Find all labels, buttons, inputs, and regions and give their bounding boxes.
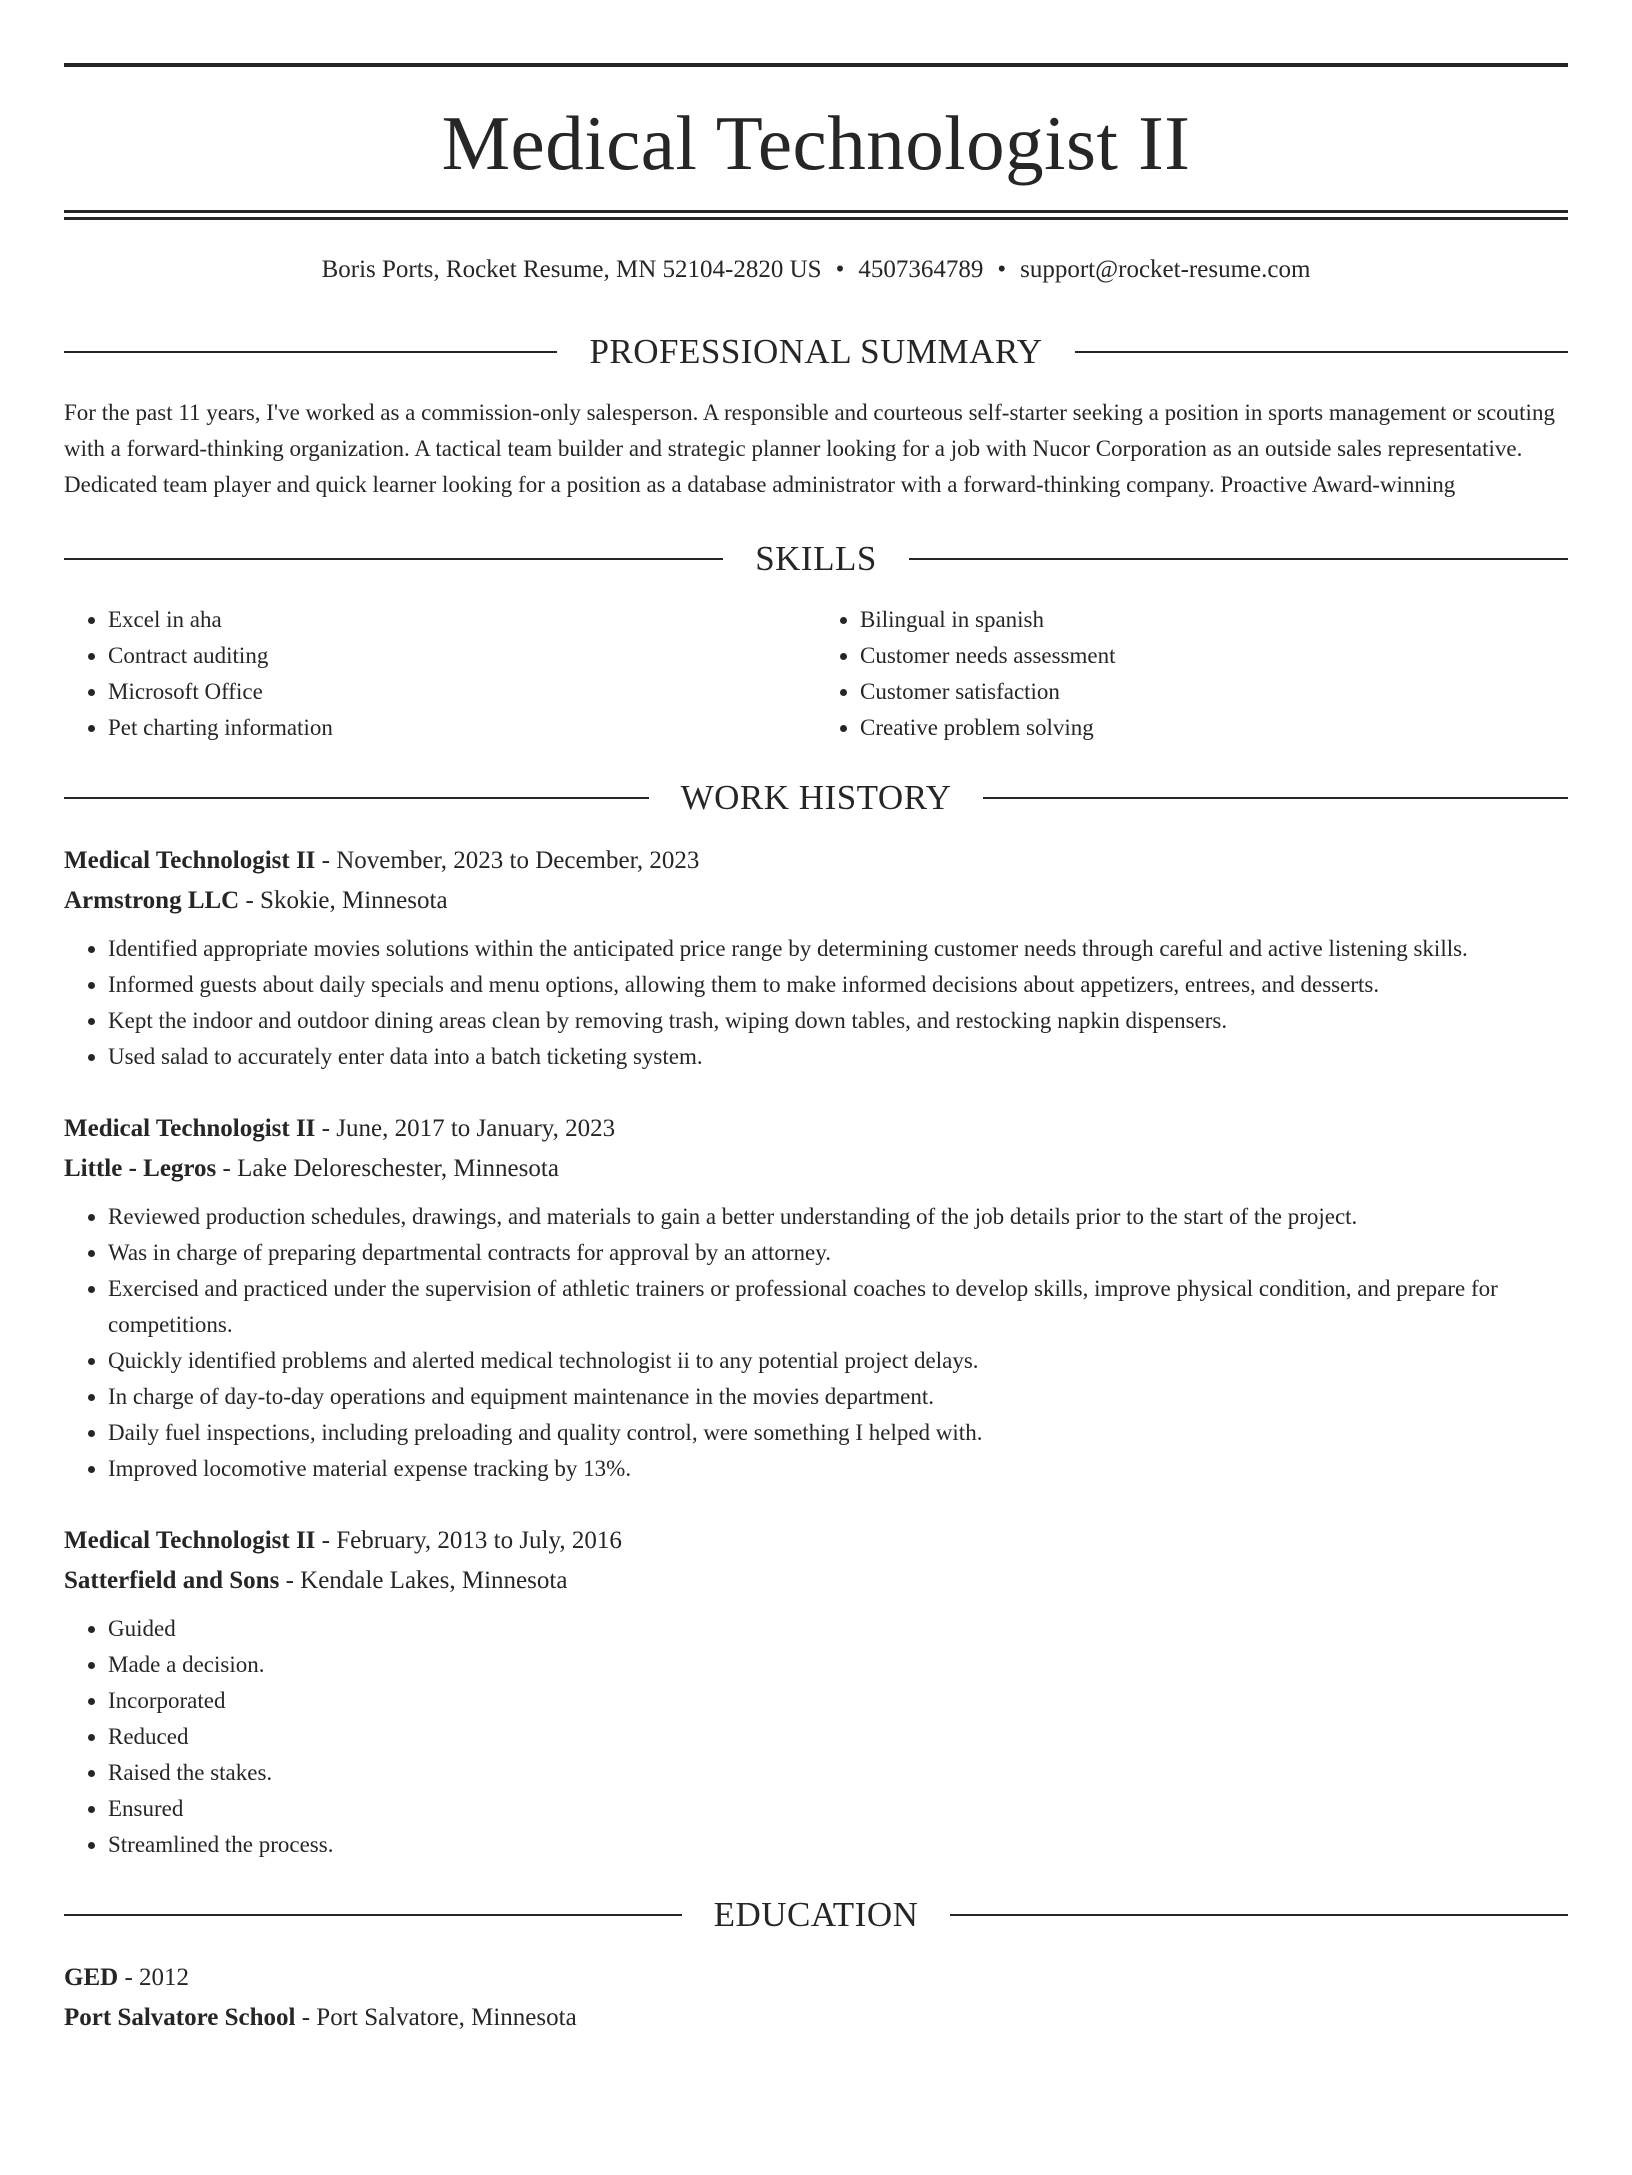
job-bullet: • Guided: [108, 1611, 1568, 1647]
section-title: SKILLS: [755, 539, 877, 578]
education-year: - 2012: [118, 1964, 190, 1991]
job-bullets: [64, 1611, 1568, 1863]
heading-rule: [64, 351, 557, 353]
education-location: - Port Salvatore, Minnesota: [295, 2004, 577, 2031]
job-entry: [64, 841, 1568, 1075]
job-dates: - February, 2013 to July, 2016: [315, 1527, 622, 1554]
job-bullets: [64, 1199, 1568, 1487]
section-heading-education: [64, 1897, 1568, 1932]
job-title-line: [64, 1521, 1568, 1561]
job-bullet: • Incorporated: [108, 1683, 1568, 1719]
section-heading-work: [64, 780, 1568, 815]
skill-item: • Customer needs assessment: [860, 638, 1568, 674]
job-bullet: • Informed guests about daily specials and menu options, allowing them to make informed decisions about appetizers, entrees, and desserts.: [108, 967, 1568, 1003]
summary-text: For the past 11 years, I've worked as a commission-only salesperson. A responsible and courteous self-starter seeking a position in sports management or scouting with a forward-thinking organization. A tactical team builder and strategic planner looking for a job with Nucor Corporation as an outside sales representative. Dedicated team player and quick learner looking for a position as a database administrator with a forward-thinking company. Proactive Award-winning: [64, 400, 1555, 497]
job-bullet: • Reviewed production schedules, drawings, and materials to gain a better understanding of the job details prior to the start of the project.: [108, 1199, 1568, 1235]
top-rule: [64, 63, 1568, 67]
section-title: PROFESSIONAL SUMMARY: [589, 332, 1043, 371]
education-degree-line: [64, 1958, 1568, 1998]
job-bullet: • Quickly identified problems and alerted medical technologist ii to any potential project delays.: [108, 1343, 1568, 1379]
job-location: - Skokie, Minnesota: [239, 887, 448, 914]
skill-item: • Contract auditing: [108, 638, 816, 674]
skill-item: • Customer satisfaction: [860, 674, 1568, 710]
job-entry: [64, 1109, 1568, 1487]
job-bullet: • Used salad to accurately enter data into a batch ticketing system.: [108, 1039, 1568, 1075]
section-title: EDUCATION: [713, 1895, 919, 1934]
skill-item: • Bilingual in spanish: [860, 602, 1568, 638]
job-bullet: • In charge of day-to-day operations and equipment maintenance in the movies department.: [108, 1379, 1568, 1415]
heading-rule: [1075, 351, 1568, 353]
job-bullet: • Made a decision.: [108, 1647, 1568, 1683]
contact-line: [64, 256, 1568, 284]
skills-list-right: [816, 602, 1568, 746]
candidate-name: Medical Technologist II: [441, 100, 1191, 186]
heading-rule: [909, 558, 1568, 560]
job-entry: [64, 1521, 1568, 1863]
education-school: Port Salvatore School: [64, 2004, 296, 2031]
contact-email: support@rocket-resume.com: [1020, 256, 1311, 283]
contact-address: Boris Ports, Rocket Resume, MN 52104-2820 US: [321, 256, 822, 283]
skills-columns: [64, 602, 1568, 746]
section-heading-skills: [64, 541, 1568, 576]
heading-rule: [983, 797, 1568, 799]
education-entry: [64, 1958, 1568, 2038]
job-company: Little - Legros: [64, 1155, 217, 1182]
job-company-line: [64, 1561, 1568, 1601]
heading-rule: [64, 797, 649, 799]
job-bullet: • Identified appropriate movies solutions within the anticipated price range by determining customer needs through careful and active listening skills.: [108, 931, 1568, 967]
job-company-line: [64, 1149, 1568, 1189]
job-bullets: [64, 931, 1568, 1075]
heading-rule: [950, 1914, 1568, 1916]
contact-phone: 4507364789: [858, 256, 984, 283]
skill-item: • Microsoft Office: [108, 674, 816, 710]
job-title: Medical Technologist II: [64, 847, 316, 874]
job-location: - Kendale Lakes, Minnesota: [279, 1567, 568, 1594]
education-school-line: [64, 1998, 1568, 2038]
job-location: - Lake Deloreschester, Minnesota: [216, 1155, 559, 1182]
section-heading-summary: [64, 334, 1568, 369]
job-bullet: • Ensured: [108, 1791, 1568, 1827]
education-degree: GED: [64, 1964, 119, 1991]
skill-item: • Excel in aha: [108, 602, 816, 638]
job-company: Armstrong LLC: [64, 887, 240, 914]
skill-item: • Creative problem solving: [860, 710, 1568, 746]
job-bullet: • Reduced: [108, 1719, 1568, 1755]
job-bullet: • Improved locomotive material expense tracking by 13%.: [108, 1451, 1568, 1487]
skills-list-left: [64, 602, 816, 746]
job-company: Satterfield and Sons: [64, 1567, 280, 1594]
header-double-rule: [64, 210, 1568, 220]
contact-separator: •: [835, 256, 845, 283]
heading-rule: [64, 1914, 682, 1916]
heading-rule: [64, 558, 723, 560]
job-bullet: • Exercised and practiced under the supervision of athletic trainers or professional coaches to develop skills, improve physical condition, and prepare for competitions.: [108, 1271, 1568, 1343]
skill-item: • Pet charting information: [108, 710, 816, 746]
job-title: Medical Technologist II: [64, 1115, 316, 1142]
contact-separator: •: [997, 256, 1007, 283]
section-title: WORK HISTORY: [680, 778, 952, 817]
job-title: Medical Technologist II: [64, 1527, 316, 1554]
job-bullet: • Daily fuel inspections, including preloading and quality control, were something I helped with.: [108, 1415, 1568, 1451]
job-company-line: [64, 881, 1568, 921]
job-dates: - June, 2017 to January, 2023: [315, 1115, 616, 1142]
job-bullet: • Was in charge of preparing departmental contracts for approval by an attorney.: [108, 1235, 1568, 1271]
job-bullet: • Raised the stakes.: [108, 1755, 1568, 1791]
job-bullet: • Kept the indoor and outdoor dining areas clean by removing trash, wiping down tables, and restocking napkin dispensers.: [108, 1003, 1568, 1039]
job-bullet: • Streamlined the process.: [108, 1827, 1568, 1863]
job-title-line: [64, 841, 1568, 881]
job-dates: - November, 2023 to December, 2023: [315, 847, 700, 874]
resume-page: [0, 63, 1632, 2175]
job-title-line: [64, 1109, 1568, 1149]
